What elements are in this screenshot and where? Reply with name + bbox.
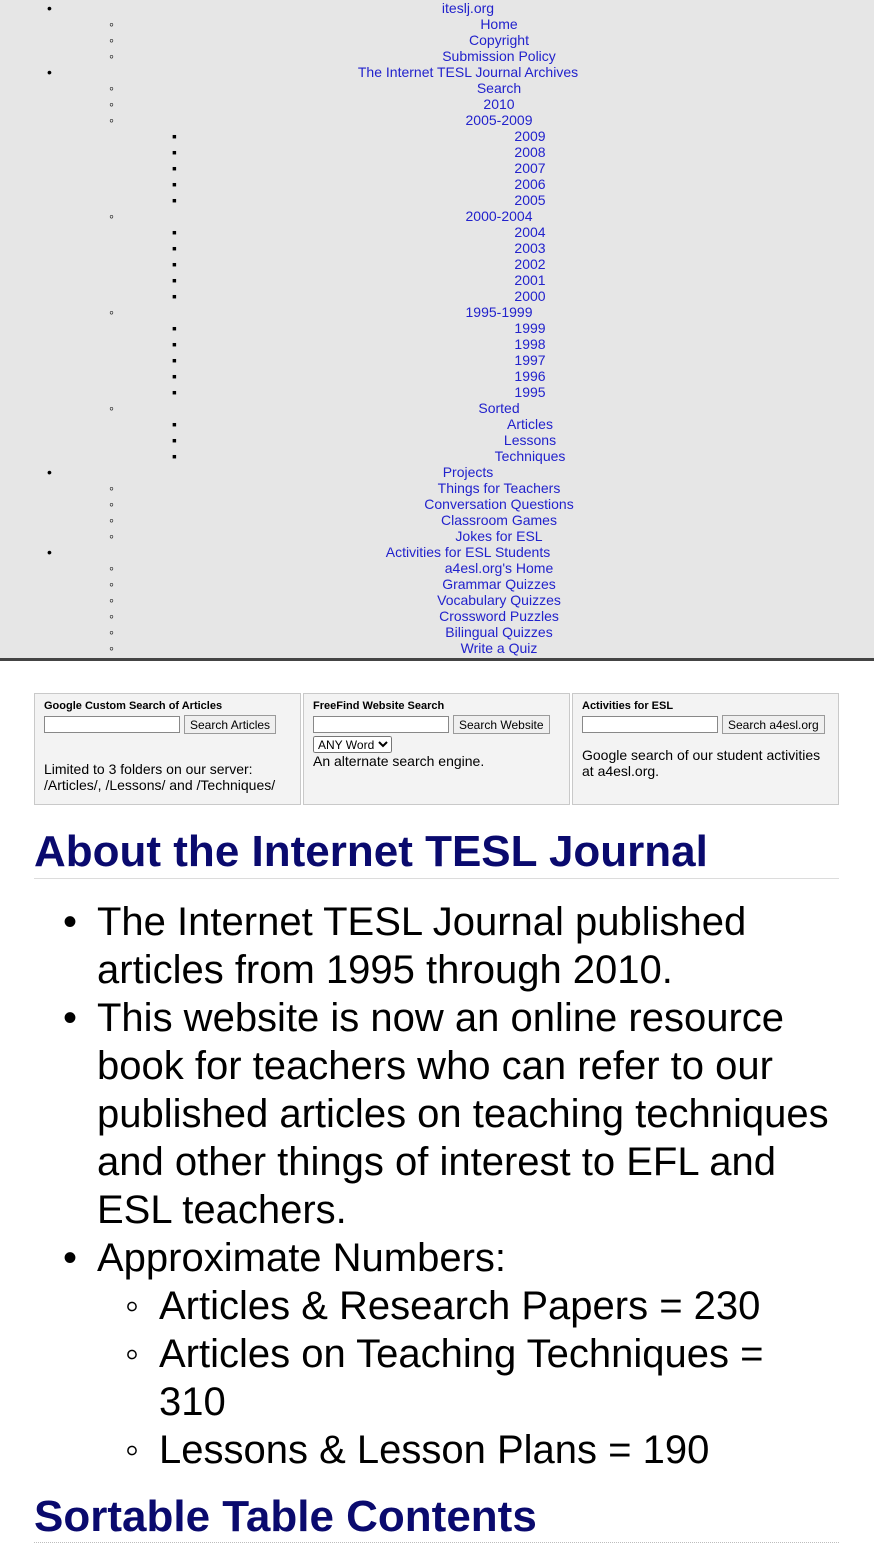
nav-item [0, 112, 874, 128]
nav-item [0, 64, 874, 80]
nav-item [0, 320, 874, 336]
a4esl-search-input[interactable] [582, 716, 718, 733]
about-item: • This website is now an online resource book for teachers who can refer to our published articles on teaching techniques and other things of interest to EFL and ESL teachers. [97, 994, 837, 1234]
nav-bullet: ▪ [172, 176, 177, 192]
nav-bullet: ▪ [172, 128, 177, 144]
numbers-list [97, 1282, 837, 1474]
site-navigation [0, 0, 874, 661]
nav-item [0, 144, 874, 160]
a4esl-search-box [572, 693, 839, 805]
nav-item [0, 448, 874, 464]
nav-link[interactable]: Crossword Puzzles [439, 608, 559, 624]
nav-link[interactable]: Things for Teachers [437, 480, 561, 496]
nav-bullet: • [47, 464, 52, 480]
nav-link[interactable]: Bilingual Quizzes [445, 624, 553, 640]
nav-link[interactable]: 2007 [514, 160, 546, 176]
nav-item [0, 16, 874, 32]
nav-item [0, 160, 874, 176]
nav-item [0, 208, 874, 224]
nav-bullet: ▪ [172, 144, 177, 160]
nav-item [0, 400, 874, 416]
nav-bullet: ◦ [109, 208, 114, 224]
nav-link[interactable]: Grammar Quizzes [442, 576, 556, 592]
a4esl-search-note: Google search of our student activities at a4esl.org. [582, 747, 821, 779]
nav-bullet: ◦ [109, 48, 114, 64]
nav-item [0, 432, 874, 448]
nav-item [0, 512, 874, 528]
nav-bullet: ▪ [172, 416, 177, 432]
nav-link[interactable]: 2006 [514, 176, 546, 192]
nav-item [0, 544, 874, 560]
numbers-label: Approximate Numbers: [97, 1236, 507, 1280]
nav-link[interactable]: 1999 [514, 320, 546, 336]
nav-bullet: ▪ [172, 256, 177, 272]
freefind-search-input[interactable] [313, 716, 449, 733]
google-search-input[interactable] [44, 716, 180, 733]
nav-bullet: ▪ [172, 320, 177, 336]
number-item: ◦ Articles on Teaching Techniques = 310 [159, 1330, 837, 1426]
number-item: ◦ Lessons & Lesson Plans = 190 [159, 1426, 837, 1474]
nav-item [0, 416, 874, 432]
search-a4esl-button[interactable]: Search a4esl.org [722, 715, 825, 734]
nav-link[interactable]: 1997 [514, 352, 546, 368]
nav-item [0, 96, 874, 112]
nav-link[interactable]: a4esl.org's Home [444, 560, 554, 576]
nav-bullet: • [47, 544, 52, 560]
google-search-note: Limited to 3 folders on our server: /Articles/, /Lessons/ and /Techniques/ [44, 761, 276, 793]
nav-link[interactable]: Sorted [478, 400, 520, 416]
nav-item [0, 32, 874, 48]
nav-bullet: ◦ [109, 576, 114, 592]
nav-bullet: ◦ [109, 96, 114, 112]
nav-bullet: ▪ [172, 432, 177, 448]
nav-link[interactable]: Home [480, 16, 518, 32]
nav-item [0, 384, 874, 400]
nav-link[interactable]: 2009 [514, 128, 546, 144]
nav-link[interactable]: 1995 [514, 384, 546, 400]
nav-bullet: ◦ [109, 400, 114, 416]
search-panel [34, 693, 839, 805]
nav-link[interactable]: Lessons [503, 432, 557, 448]
nav-item [0, 80, 874, 96]
nav-link[interactable]: 2004 [514, 224, 546, 240]
about-list [97, 898, 837, 1474]
nav-item [0, 192, 874, 208]
nav-bullet: • [47, 0, 52, 16]
freefind-search-title: FreeFind Website Search [313, 700, 445, 712]
nav-item [0, 336, 874, 352]
nav-bullet: ▪ [172, 336, 177, 352]
nav-bullet: ◦ [109, 304, 114, 320]
search-articles-button[interactable]: Search Articles [184, 715, 276, 734]
nav-link[interactable]: 1998 [514, 336, 546, 352]
nav-item [0, 576, 874, 592]
nav-bullet: ▪ [172, 240, 177, 256]
nav-link[interactable]: Activities for ESL Students [385, 544, 551, 560]
nav-bullet: ◦ [109, 608, 114, 624]
a4esl-search-title: Activities for ESL [582, 700, 674, 712]
nav-bullet: ◦ [109, 560, 114, 576]
nav-item [0, 48, 874, 64]
nav-bullet: ▪ [172, 224, 177, 240]
nav-link[interactable]: 2001 [514, 272, 546, 288]
nav-bullet: ▪ [172, 384, 177, 400]
nav-link[interactable]: Techniques [494, 448, 566, 464]
nav-item [0, 176, 874, 192]
nav-link[interactable]: Articles [507, 416, 553, 432]
nav-link[interactable]: 2005-2009 [465, 112, 533, 128]
nav-bullet: ▪ [172, 448, 177, 464]
about-item-numbers [97, 1234, 837, 1474]
nav-link[interactable]: Conversation Questions [424, 496, 574, 512]
nav-item [0, 608, 874, 624]
number-item: ◦ Articles & Research Papers = 230 [159, 1282, 837, 1330]
nav-link[interactable]: 2000-2004 [465, 208, 533, 224]
nav-item [0, 240, 874, 256]
nav-item [0, 288, 874, 304]
nav-bullet: ◦ [109, 16, 114, 32]
nav-link[interactable]: Jokes for ESL [455, 528, 543, 544]
nav-bullet: ▪ [172, 160, 177, 176]
nav-bullet: ◦ [109, 496, 114, 512]
nav-link[interactable]: 1996 [514, 368, 546, 384]
nav-bullet: ◦ [109, 528, 114, 544]
about-heading: About the Internet TESL Journal [34, 826, 839, 879]
nav-link[interactable]: Copyright [469, 32, 529, 48]
nav-bullet: ◦ [109, 512, 114, 528]
nav-link[interactable]: 1995-1999 [465, 304, 533, 320]
nav-link[interactable]: 2010 [483, 96, 515, 112]
search-website-button[interactable]: Search Website [453, 715, 550, 734]
google-search-box [34, 693, 301, 805]
nav-bullet: ◦ [109, 112, 114, 128]
match-mode-select[interactable] [313, 736, 392, 753]
nav-link[interactable]: 2008 [514, 144, 546, 160]
nav-link[interactable]: 2003 [514, 240, 546, 256]
nav-item [0, 560, 874, 576]
nav-link[interactable]: Projects [442, 464, 494, 480]
nav-bullet: ◦ [109, 480, 114, 496]
nav-bullet: ▪ [172, 192, 177, 208]
nav-item [0, 368, 874, 384]
nav-link[interactable]: 2002 [514, 256, 546, 272]
nav-item [0, 496, 874, 512]
nav-item [0, 464, 874, 480]
nav-item [0, 640, 874, 656]
nav-bullet: • [47, 64, 52, 80]
nav-link[interactable]: Write a Quiz [460, 640, 538, 656]
nav-item [0, 304, 874, 320]
nav-link[interactable]: 2005 [514, 192, 546, 208]
nav-item [0, 352, 874, 368]
nav-bullet: ▪ [172, 368, 177, 384]
nav-item [0, 224, 874, 240]
nav-link[interactable]: Search [476, 80, 522, 96]
sortable-table-heading: Sortable Table Contents [34, 1492, 839, 1543]
nav-item [0, 256, 874, 272]
nav-bullet: ▪ [172, 272, 177, 288]
nav-link[interactable]: 2000 [514, 288, 546, 304]
nav-item [0, 128, 874, 144]
nav-bullet: ◦ [109, 80, 114, 96]
nav-item [0, 592, 874, 608]
nav-item [0, 480, 874, 496]
freefind-search-note: An alternate search engine. [313, 753, 485, 769]
nav-bullet: ◦ [109, 32, 114, 48]
nav-link[interactable]: Vocabulary Quizzes [437, 592, 561, 608]
nav-link[interactable]: Classroom Games [441, 512, 557, 528]
nav-link[interactable]: The Internet TESL Journal Archives [357, 64, 579, 80]
nav-link[interactable]: iteslj.org [441, 0, 495, 16]
nav-item [0, 624, 874, 640]
nav-link[interactable]: Submission Policy [442, 48, 556, 64]
google-search-title: Google Custom Search of Articles [44, 700, 223, 712]
nav-item [0, 0, 874, 16]
nav-bullet: ◦ [109, 640, 114, 656]
nav-item [0, 528, 874, 544]
about-item: • The Internet TESL Journal published articles from 1995 through 2010. [97, 898, 837, 994]
nav-bullet: ▪ [172, 352, 177, 368]
nav-bullet: ◦ [109, 624, 114, 640]
nav-bullet: ▪ [172, 288, 177, 304]
nav-item [0, 272, 874, 288]
freefind-search-box [303, 693, 570, 805]
nav-bullet: ◦ [109, 592, 114, 608]
